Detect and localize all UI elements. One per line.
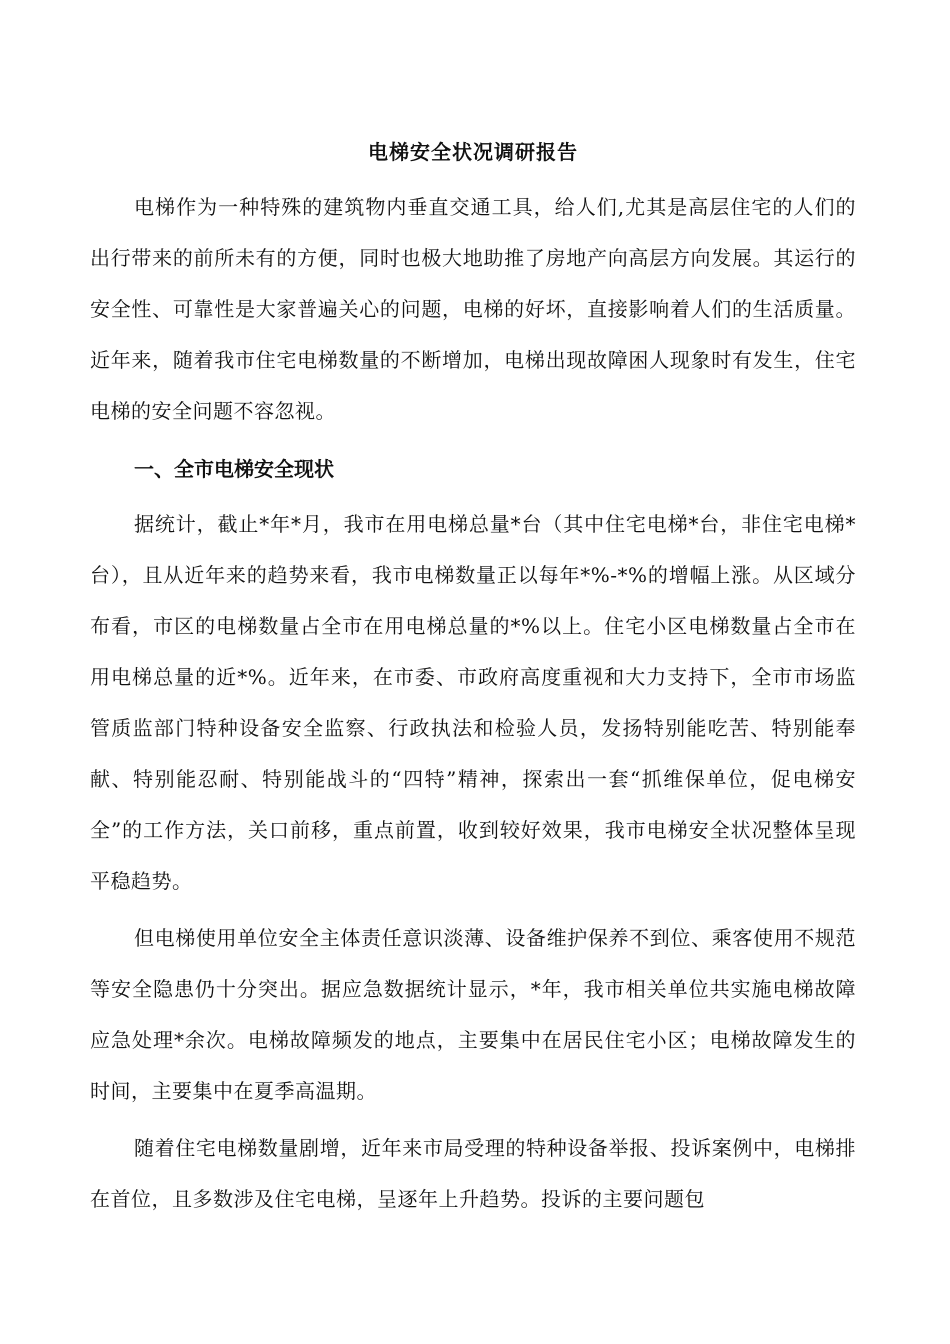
intro-paragraph: 电梯作为一种特殊的建筑物内垂直交通工具，给人们,尤其是高层住宅的人们的出行带来的前所未有的方便，同时也极大地助推了房地产向高层方向发展。其运行的安全性、可靠性是大家普遍关心的问题，电梯的好坏，直接影响着人们的生活质量。近年来，随着我市住宅电梯数量的不断增加，电梯出现故障困人现象时有发生，住宅电梯的安全问题不容忽视。 [90, 195, 856, 423]
document-title: 电梯安全状况调研报告 [368, 140, 578, 164]
document-body [90, 128, 856, 1231]
section-paragraph-3: 随着住宅电梯数量剧增，近年来市局受理的特种设备举报、投诉案例中，电梯排在首位，且多数涉及住宅电梯，呈逐年上升趋势。投诉的主要问题包 [90, 1136, 856, 1211]
section-heading: 一、全市电梯安全现状 [134, 457, 334, 481]
section-paragraph-1: 据统计，截止*年*月，我市在用电梯总量*台（其中住宅电梯*台，非住宅电梯*台），且从近年来的趋势来看，我市电梯数量正以每年*%-*%的增幅上涨。从区域分布看，市区的电梯数量占全市在用电梯总量的*%以上。住宅小区电梯数量占全市在用电梯总量的近*%。近年来，在市委、市政府高度重视和大力支持下，全市市场监管质监部门特种设备安全监察、行政执法和检验人员，发扬特别能吃苦、特别能奉献、特别能忍耐、特别能战斗的“四特”精神，探索出一套“抓维保单位，促电梯安全”的工作方法，关口前移，重点前置，收到较好效果，我市电梯安全状况整体呈现平稳趋势。 [90, 512, 856, 893]
section-paragraph-2: 但电梯使用单位安全主体责任意识淡薄、设备维护保养不到位、乘客使用不规范等安全隐患仍十分突出。据应急数据统计显示，*年，我市相关单位共实施电梯故障应急处理*余次。电梯故障频发的地点，主要集中在居民住宅小区；电梯故障发生的时间，主要集中在夏季高温期。 [90, 926, 856, 1103]
